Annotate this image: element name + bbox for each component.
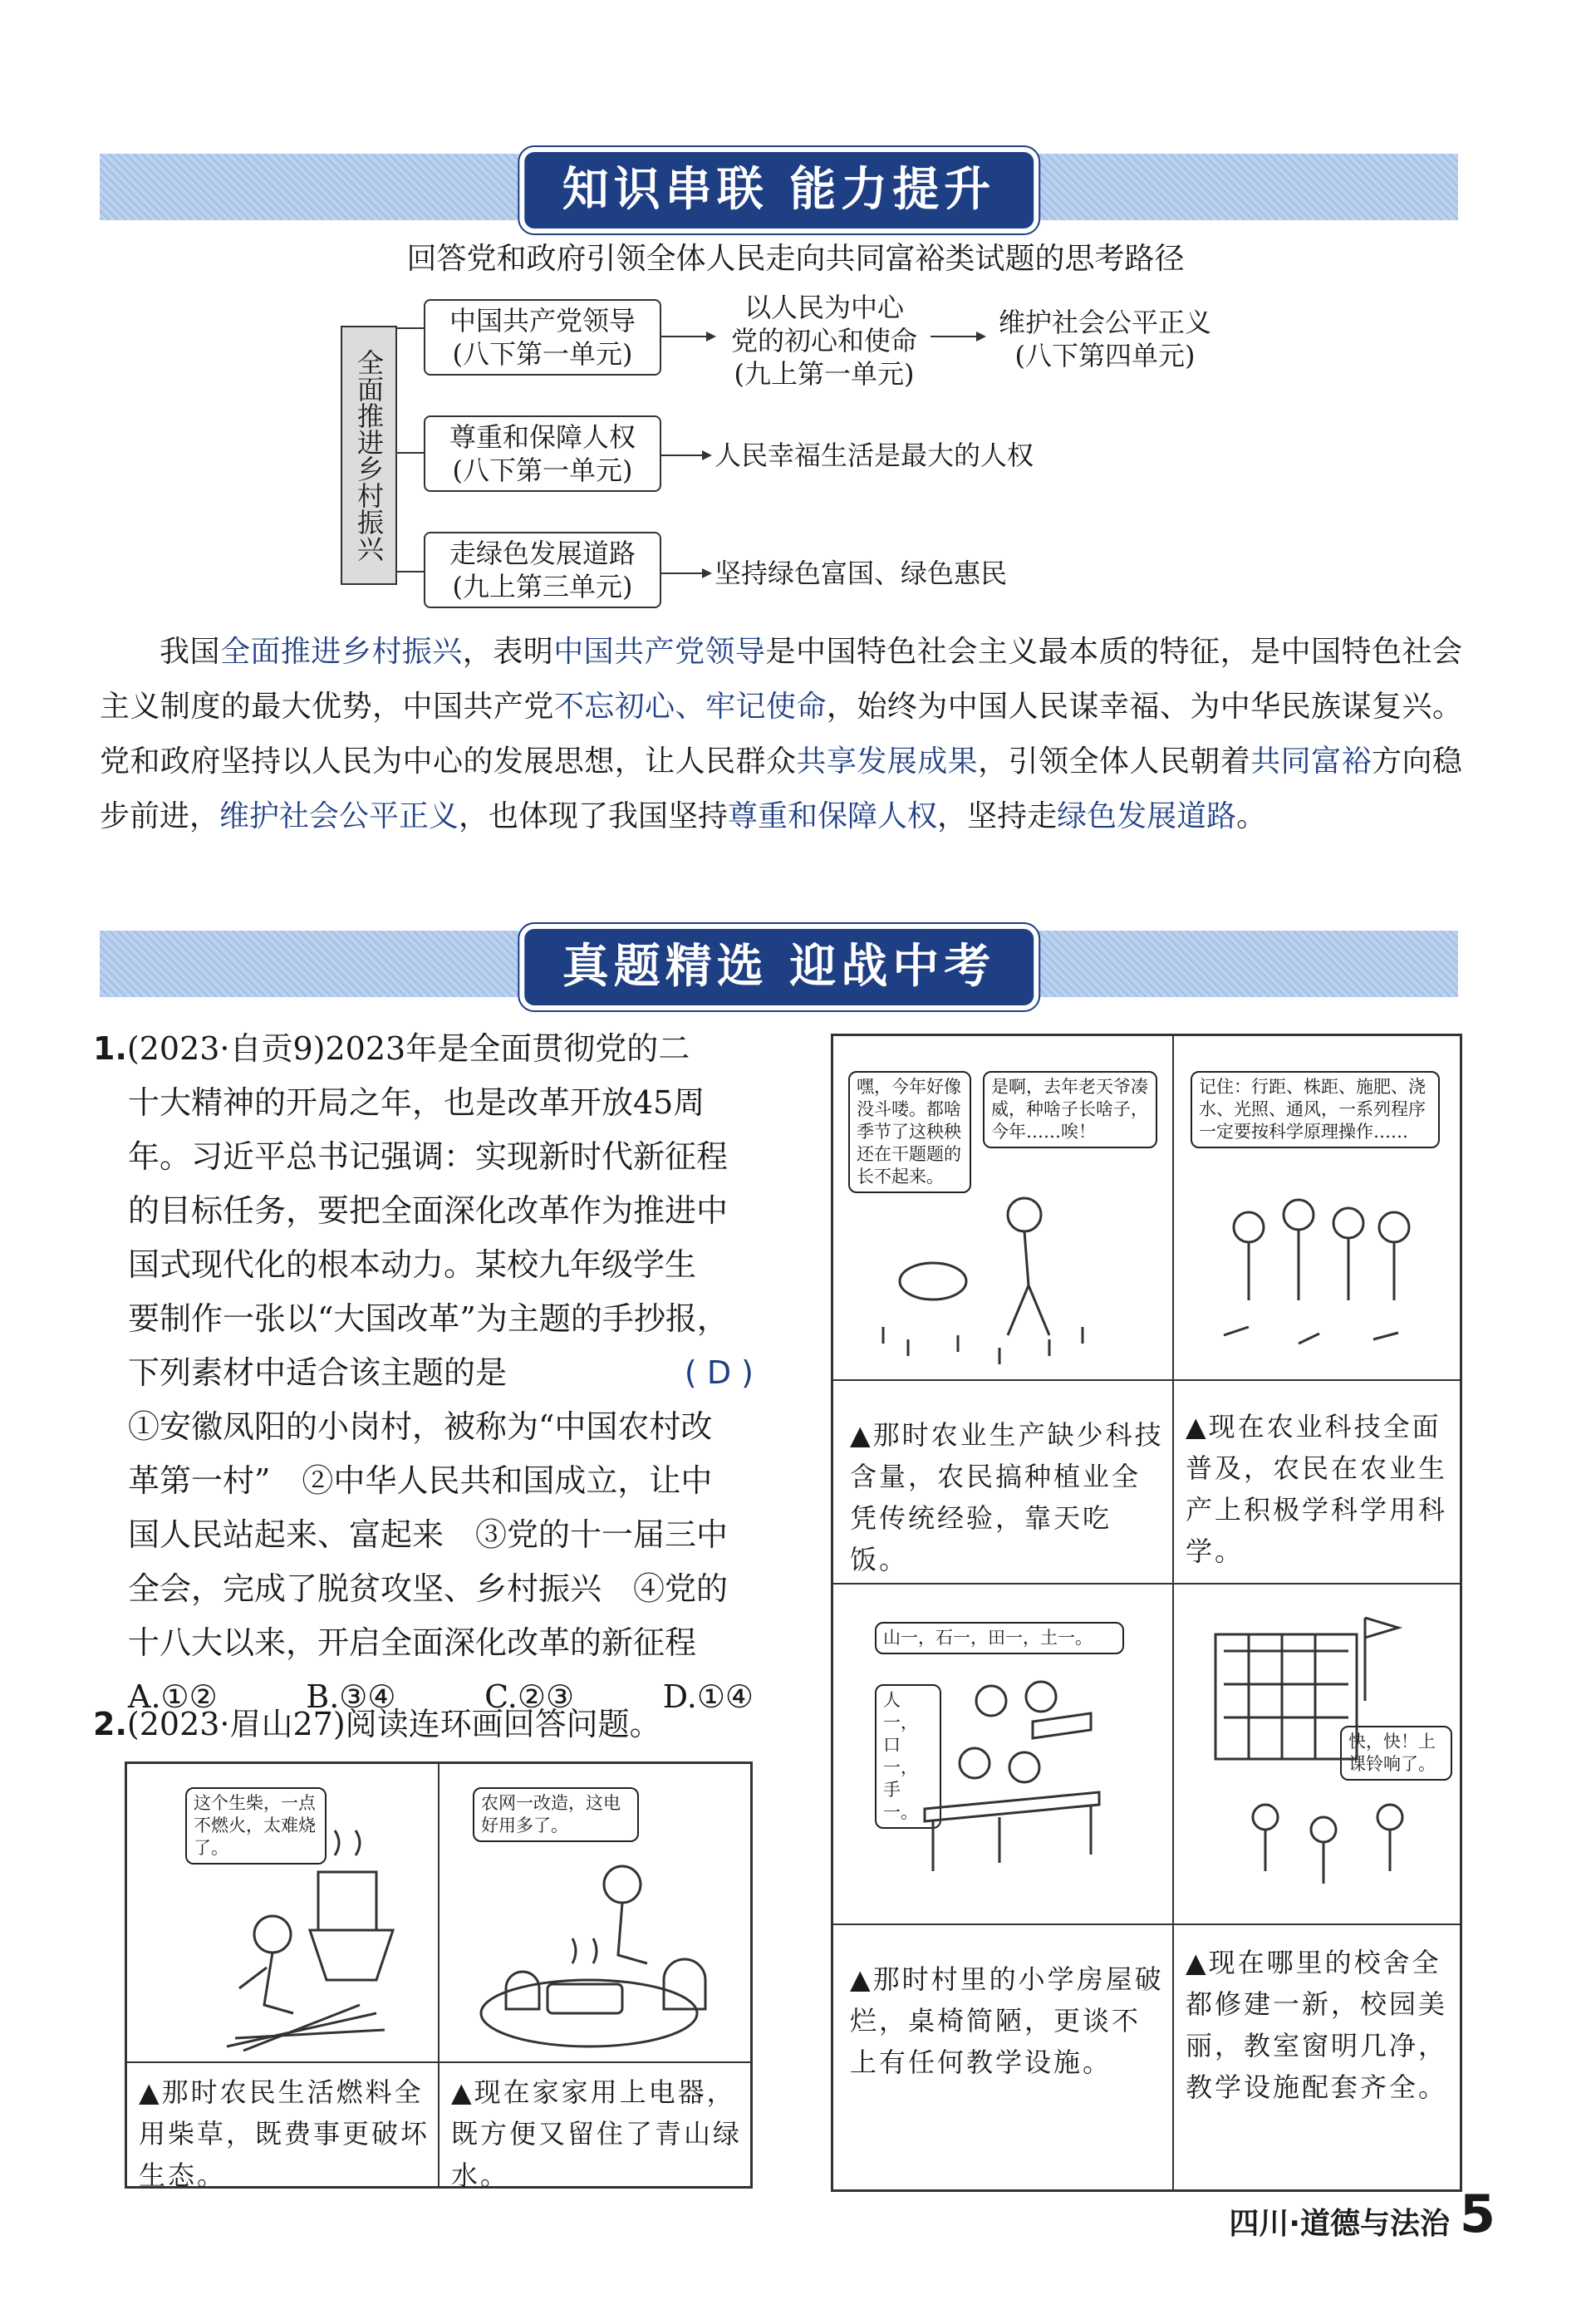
option-b: B.③④ (306, 1678, 396, 1715)
text-run: 。 (1236, 799, 1267, 833)
flow-mid-people-centered (716, 291, 932, 391)
firewood-cooking-illustration (127, 1764, 439, 2063)
question-text: 国人民站起来、富起来 ③党的十一届三中 (128, 1516, 729, 1553)
comic-caption: ▲现在家家用上电器，既方便又留住了青山绿水。 (451, 2076, 743, 2191)
question-text: 十八大以来，开启全面深化改革的新征程 (128, 1624, 697, 1661)
comic-caption-cell (832, 1380, 1173, 1584)
flow-end-line: 维护社会公平正义 (998, 307, 1211, 338)
comic-cell-new-school (1173, 1584, 1461, 1924)
text-run: 我国 (160, 635, 220, 669)
speech-bubble: 农网一改造，这电好用多了。 (473, 1787, 639, 1842)
speech-bubble: 嘿，今年好像没斗喽。都啥季节了这秧秧还在干题题的长不起来。 (848, 1071, 971, 1193)
question-text: 的目标任务，要把全面深化改革作为推进中 (128, 1192, 729, 1229)
question-text: 革第一村” ②中华人民共和国成立，让中 (128, 1462, 713, 1499)
section-banner-exam (100, 931, 1458, 997)
speech-bubble: 记住：行距、株距、施肥、浇水、光照、通风，一系列程序一定要按科学原理操作…… (1191, 1071, 1440, 1148)
option-c: C.②③ (484, 1678, 575, 1715)
flow-box-party-leadership (424, 299, 661, 376)
flow-box-human-rights (424, 415, 661, 492)
question-line (93, 1346, 762, 1400)
flow-box-unit: (九上第三单元) (452, 571, 633, 602)
flow-root-label: 全面推进乡村振兴 (353, 349, 385, 562)
question-text: 国式现代化的根本动力。某校九年级学生 (128, 1246, 697, 1283)
comic-caption-cell (832, 1924, 1173, 2190)
question-2 (93, 1698, 762, 1752)
option-a: A.①② (128, 1678, 218, 1715)
question-text: 要制作一张以“大国改革”为主题的手抄报， (128, 1300, 729, 1337)
flowchart-title: 回答党和政府引领全体人民走向共同富裕类试题的思考路径 (406, 242, 1185, 276)
highlight: 全面推进乡村振兴 (219, 635, 463, 669)
comic-caption-cell (439, 2062, 751, 2191)
flow-box-unit: (八下第一单元) (452, 454, 633, 486)
old-classroom-illustration (833, 1585, 1174, 1925)
highlight: 维护社会公平正义 (219, 799, 459, 833)
flow-box-label: 走绿色发展道路 (449, 538, 636, 569)
question-text: 年。习近平总书记强调：实现新时代新征程 (128, 1138, 729, 1175)
question-number: 2. (93, 1706, 127, 1742)
comic-panel-agriculture-school (831, 1034, 1462, 2192)
new-school-illustration (1174, 1585, 1461, 1925)
flow-box-label: 中国共产党领导 (449, 305, 636, 337)
comic-cell-electric (439, 1763, 751, 2062)
comic-caption: ▲那时村里的小学房屋破烂，桌椅简陋，更谈不上有任何教学设施。 (850, 1963, 1164, 2078)
electric-cooking-illustration (439, 1764, 752, 2063)
page-number: 5 (1459, 2184, 1495, 2244)
flow-mid-line: 以人民为中心 (744, 292, 904, 323)
comic-caption-cell (1173, 1924, 1461, 2190)
footer-subject: 四川·道德与法治 (1229, 2207, 1450, 2241)
answer-mark: ( D ) (684, 1354, 754, 1391)
comic-caption: ▲那时农民生活燃料全用柴草，既费事更破坏生态。 (139, 2076, 430, 2191)
highlight: 绿色发展道路 (1057, 799, 1237, 833)
comic-panel-fuel (125, 1761, 753, 2189)
comic-cell-firewood (126, 1763, 439, 2062)
text-run: ，引领全体人民朝着 (978, 744, 1251, 779)
text-run: ，坚持走 (937, 799, 1058, 833)
flow-box-green-development (424, 532, 661, 608)
speech-bubble: 人一，口一，手一。 (875, 1684, 941, 1829)
speech-bubble: 山一，石一，田一，土一。 (875, 1622, 1124, 1654)
speech-bubble: 这个生柴，一点不燃火，太难烧了。 (185, 1787, 327, 1865)
comic-cell-old-farming (832, 1035, 1173, 1380)
comic-caption: ▲现在农业科技全面普及，农民在农业生产上积极学科学用科学。 (1186, 1411, 1448, 1567)
section-title: 知识串联 能力提升 (519, 147, 1039, 233)
comic-caption: ▲那时农业生产缺少科技含量，农民搞种植业全凭传统经验，靠天吃饭。 (850, 1419, 1164, 1575)
highlight: 共享发展成果 (796, 744, 979, 779)
option-d: D.①④ (662, 1678, 754, 1715)
text-run: ，也体现了我国坚持 (459, 799, 729, 833)
speech-bubble: 快，快！上课铃响了。 (1340, 1726, 1452, 1781)
question-1 (93, 1022, 762, 1724)
text-run: ，始终为中国人民谋幸福、为中华民族谋复兴。党和政府坚持以人民为中心的发展思想，让人民群众 (100, 690, 1462, 779)
text-run: 是中国特色社会主义最本质的特征，是中国特色社会主义制度的最大优势，中国共产党 (100, 635, 1462, 724)
flow-root-box (341, 326, 397, 585)
comic-cell-old-school (832, 1584, 1173, 1924)
flow-end-social-justice (989, 306, 1221, 372)
text-run: 方向稳步前进， (100, 744, 1462, 833)
farm-training-illustration (1174, 1036, 1461, 1381)
question-text: 下列素材中适合该主题的是 (128, 1354, 508, 1391)
flow-end-green: 坚持绿色富国、绿色惠民 (714, 558, 1008, 589)
question-text: 全会，完成了脱贫攻坚、乡村振兴 ④党的 (128, 1570, 729, 1607)
highlight: 中国共产党领导 (553, 635, 766, 669)
flow-box-label: 尊重和保障人权 (449, 421, 636, 453)
highlight: 尊重和保障人权 (728, 799, 938, 833)
question-number: 1. (93, 1030, 127, 1067)
question-text: (2023·自贡9)2023年是全面贯彻党的二 (126, 1030, 690, 1067)
question-text: 十大精神的开局之年，也是改革开放45周 (128, 1084, 705, 1121)
text-run: ，表明 (462, 635, 554, 669)
question-text: ①安徽凤阳的小岗村，被称为“中国农村改 (128, 1408, 713, 1445)
highlight: 共同富裕 (1250, 744, 1372, 779)
highlight: 不忘初心、牢记使命 (553, 690, 827, 724)
comic-cell-science-farming (1173, 1035, 1461, 1380)
farmers-drought-illustration (833, 1036, 1174, 1381)
flow-end-happiness: 人民幸福生活是最大的人权 (714, 440, 1034, 471)
section-title: 真题精选 迎战中考 (519, 924, 1039, 1010)
question-text: (2023·眉山27)阅读连环画回答问题。 (126, 1706, 661, 1742)
question-line (93, 1022, 762, 1076)
summary-paragraph (100, 625, 1462, 844)
comic-caption-cell (1173, 1380, 1461, 1584)
comic-caption-cell (126, 2062, 439, 2191)
flow-mid-line: 党的初心和使命 (730, 325, 917, 356)
flow-mid-line: (九上第一单元) (734, 358, 915, 390)
speech-bubble: 是啊，去年老天爷凑威，种啥子长啥子，今年……唉！ (983, 1071, 1157, 1148)
comic-caption: ▲现在哪里的校舍全都修建一新，校园美丽，教室窗明几净，教学设施配套齐全。 (1186, 1947, 1448, 2103)
flow-end-line: (八下第四单元) (1014, 340, 1196, 371)
flow-box-unit: (八下第一单元) (452, 338, 633, 370)
